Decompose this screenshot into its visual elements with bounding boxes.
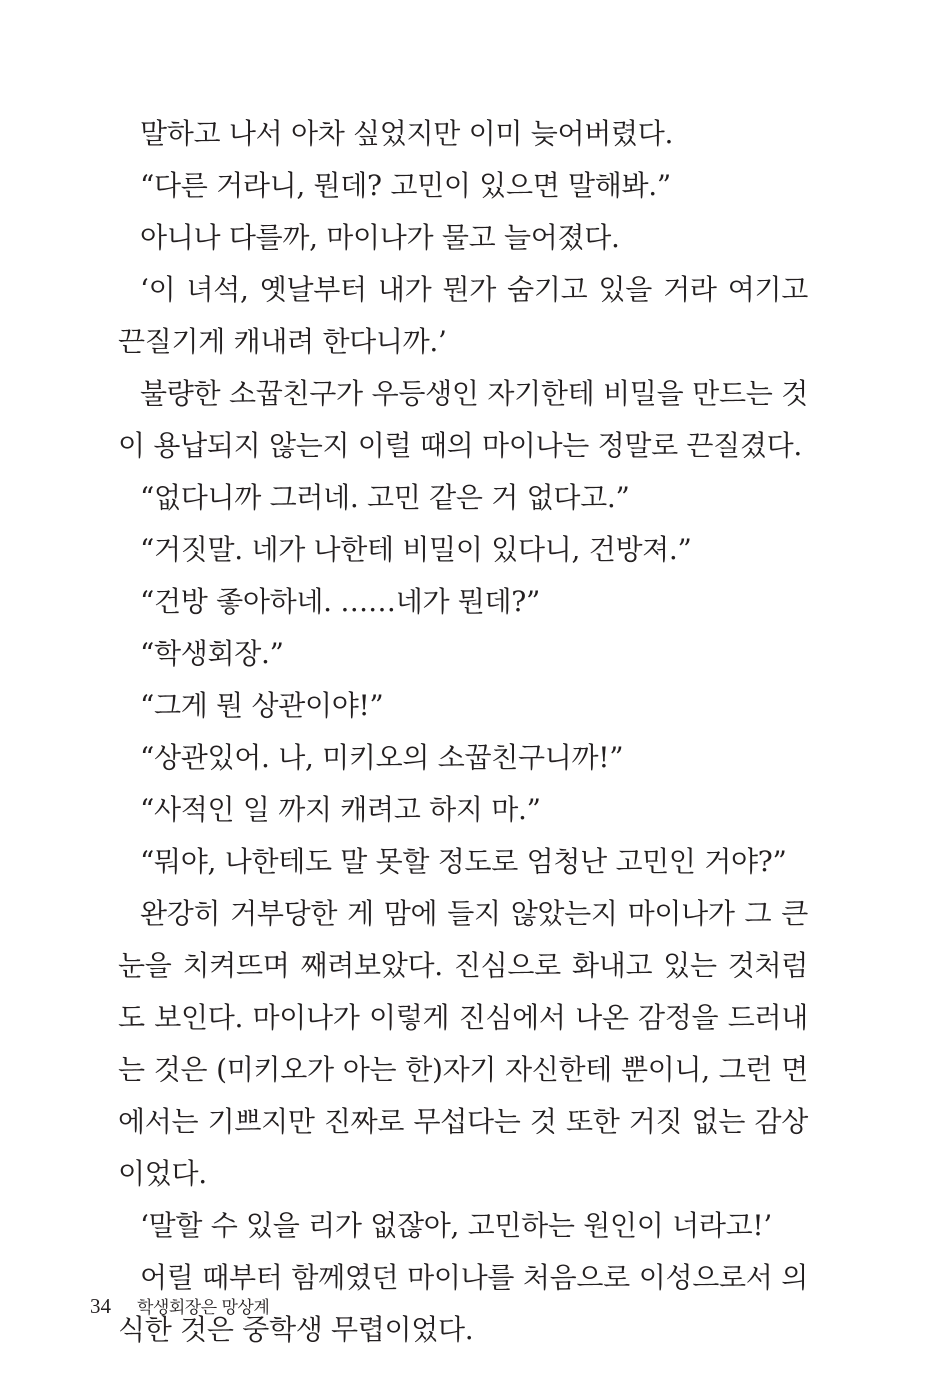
- paragraph: 아니나 다를까, 마이나가 물고 늘어졌다.: [140, 221, 620, 254]
- paragraph: “거짓말. 네가 나한테 비밀이 있다니, 건방져.”: [140, 533, 692, 566]
- paragraph: “상관있어. 나, 미키오의 소꿉친구니까!”: [140, 741, 624, 774]
- paragraph: 어릴 때부터 함께였던 마이나를 처음으로 이성으로서 의식한 것은 중학생 무렵이었다.: [118, 1261, 808, 1346]
- paragraph: 불량한 소꿉친구가 우등생인 자기한테 비밀을 만드는 것이 용납되지 않는지 이럴 때의 마이나는 정말로 끈질겼다.: [118, 377, 808, 462]
- paragraph: “뭐야, 나한테도 말 못할 정도로 엄청난 고민인 거야?”: [140, 845, 787, 878]
- paragraph: “학생회장.”: [140, 637, 284, 670]
- paragraph: “다른 거라니, 뭔데? 고민이 있으면 말해봐.”: [140, 169, 671, 202]
- paragraph: “건방 좋아하네. ……네가 뭔데?”: [140, 585, 541, 618]
- paragraph: 완강히 거부당한 게 맘에 들지 않았는지 마이나가 그 큰 눈을 치켜뜨며 째려보았다. 진심으로 화내고 있는 것처럼도 보인다. 마이나가 이렇게 진심에서 나온 감정을 드러내는 것은 (미키오가 아는 한)자기 자신한테 뿐이니, 그런 면에서는 기쁘지만 진짜로 무섭다는 것 또한 거짓 없는 감상이었다.: [118, 897, 808, 1190]
- paragraph: 말하고 나서 아차 싶었지만 이미 늦어버렸다.: [140, 117, 674, 150]
- paragraph: “없다니까 그러네. 고민 같은 거 없다고.”: [140, 481, 630, 514]
- running-title: 학생회장은 망상계: [137, 1298, 270, 1318]
- paragraph: “그게 뭔 상관이야!”: [140, 689, 384, 722]
- page-body: [118, 108, 808, 1356]
- page-footer: [90, 1293, 269, 1319]
- paragraph: ‘이 녀석, 옛날부터 내가 뭔가 숨기고 있을 거라 여기고 끈질기게 캐내려 한다니까.’: [118, 273, 808, 358]
- paragraph: “사적인 일 까지 캐려고 하지 마.”: [140, 793, 541, 826]
- page-number: 34: [90, 1294, 111, 1318]
- paragraph: ‘말할 수 있을 리가 없잖아, 고민하는 원인이 너라고!’: [140, 1209, 772, 1242]
